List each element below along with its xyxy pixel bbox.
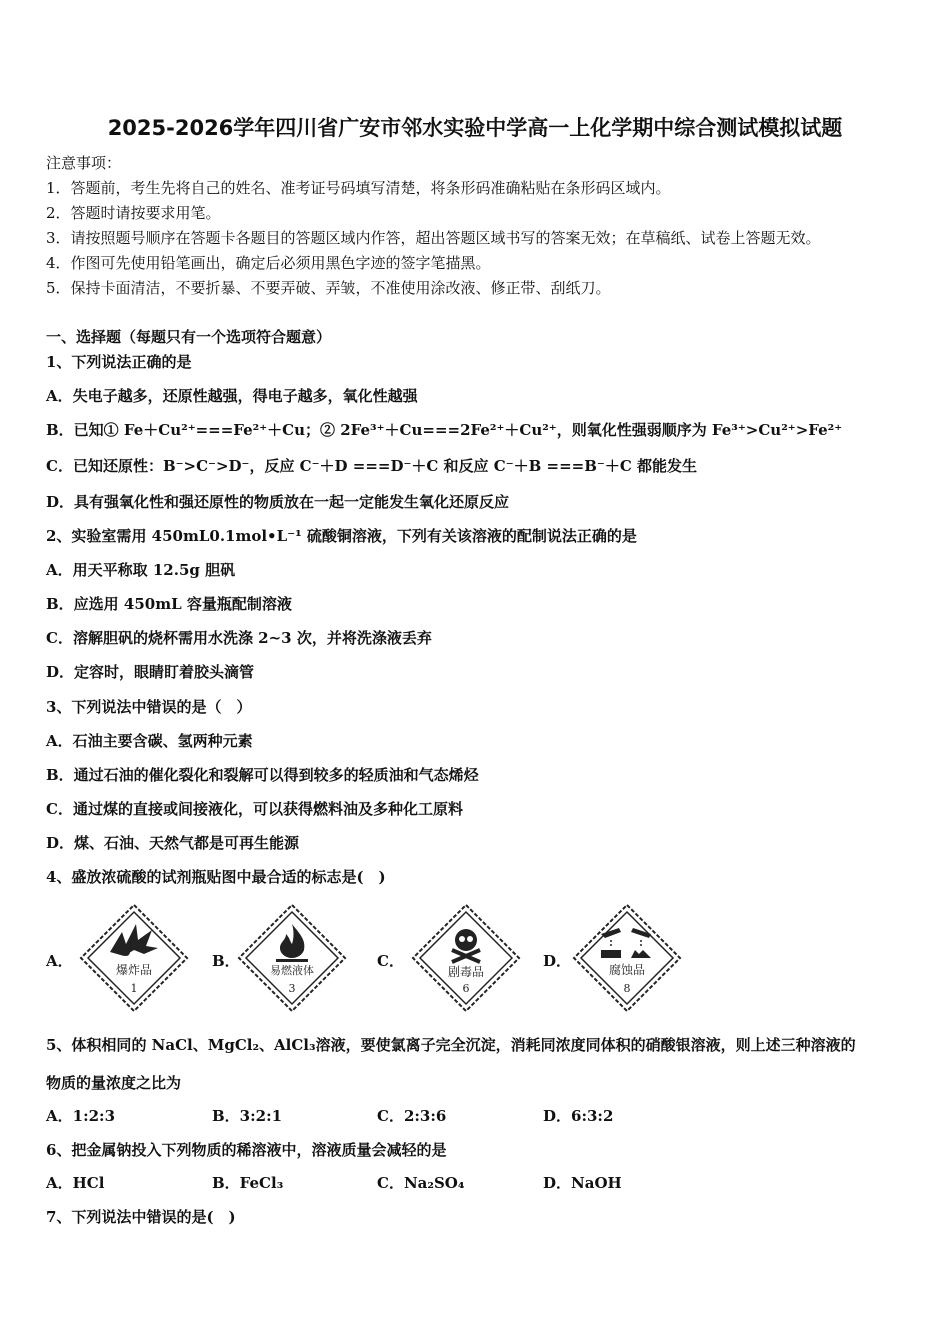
- notice-item: 4．作图可先使用铅笔画出，确定后必须用黑色字迹的签字笔描黑。: [46, 254, 491, 272]
- q2-option-a: A．用天平称取 12.5g 胆矾: [46, 561, 236, 579]
- notice-heading: 注意事项：: [46, 154, 122, 172]
- q2-option-c: C．溶解胆矾的烧杯需用水洗涤 2~3 次，并将洗涤液丢弃: [46, 629, 432, 647]
- hazard-number: 3: [288, 982, 296, 995]
- hazard-symbol-explosive: [78, 902, 190, 1014]
- q6-option-c: C．Na₂SO₄: [377, 1174, 465, 1192]
- q3-option-b: B．通过石油的催化裂化和裂解可以得到较多的轻质油和气态烯烃: [46, 766, 479, 784]
- section-heading: 一、选择题（每题只有一个选项符合题意）: [46, 328, 332, 346]
- q5-option-c: C．2:3:6: [377, 1107, 447, 1125]
- q1-option-a: A．失电子越多，还原性越强，得电子越多，氧化性越强: [46, 387, 418, 405]
- notice-item: 2．答题时请按要求用笔。: [46, 204, 221, 222]
- question-3-stem: 3、下列说法中错误的是（ ）: [46, 698, 252, 716]
- question-7-stem: 7、下列说法中错误的是( ): [46, 1208, 236, 1226]
- q3-option-a: A．石油主要含碳、氢两种元素: [46, 732, 253, 750]
- question-5-stem: 5、体积相同的 NaCl、MgCl₂、AlCl₃溶液，要使氯离子完全沉淀，消耗同浓度同体积的硝酸银溶液，则上述三种溶液的: [46, 1036, 856, 1054]
- notice-item: 5．保持卡面清洁，不要折暴、不要弄破、弄皱，不准使用涂改液、修正带、刮纸刀。: [46, 279, 611, 297]
- hazard-symbol-toxic: [410, 902, 522, 1014]
- hazard-symbol-corrosive: [571, 902, 683, 1014]
- notice-item: 3．请按照题号顺序在答题卡各题目的答题区域内作答，超出答题区域书写的答案无效；在草稿纸、试卷上答题无效。: [46, 229, 821, 247]
- notice-item: 1．答题前，考生先将自己的姓名、准考证号码填写清楚，将条形码准确粘贴在条形码区域内。: [46, 179, 671, 197]
- page-title: 2025-2026学年四川省广安市邻水实验中学高一上化学期中综合测试模拟试题: [107, 116, 843, 140]
- q4-option-letter: C．: [377, 952, 404, 970]
- hazard-number: 6: [462, 982, 470, 995]
- hazard-symbol-flammable: [236, 902, 348, 1014]
- hazard-number: 8: [623, 982, 631, 995]
- hazard-label: 爆炸品: [115, 963, 153, 977]
- question-1-stem: 1、下列说法正确的是: [46, 353, 192, 371]
- q5-option-b: B．3:2:1: [212, 1107, 283, 1125]
- question-6-stem: 6、把金属钠投入下列物质的稀溶液中，溶液质量会减轻的是: [46, 1141, 447, 1159]
- hazard-label: 易燃液体: [270, 964, 314, 977]
- q2-option-d: D．定容时，眼睛盯着胶头滴管: [46, 663, 255, 681]
- hazard-number: 1: [130, 982, 138, 995]
- q1-option-d: D．具有强氧化性和强还原性的物质放在一起一定能发生氧化还原反应: [46, 493, 510, 511]
- q5-option-a: A．1:2:3: [46, 1107, 116, 1125]
- q6-option-d: D．NaOH: [543, 1174, 622, 1192]
- hazard-label: 腐蚀品: [608, 963, 646, 977]
- q4-option-letter: D．: [543, 952, 572, 970]
- question-5-stem-continued: 物质的量浓度之比为: [46, 1074, 182, 1092]
- q3-option-c: C．通过煤的直接或间接液化，可以获得燃料油及多种化工原料: [46, 800, 463, 818]
- q6-option-a: A．HCl: [46, 1174, 105, 1192]
- question-2-stem: 2、实验室需用 450mL0.1mol•L⁻¹ 硫酸铜溶液，下列有关该溶液的配制说法正确的是: [46, 527, 637, 545]
- q4-option-letter: B．: [212, 952, 240, 970]
- question-4-stem: 4、盛放浓硫酸的试剂瓶贴图中最合适的标志是( ): [46, 868, 386, 886]
- hazard-label: 剧毒品: [447, 965, 485, 979]
- q1-option-b: B．已知① Fe＋Cu²⁺===Fe²⁺＋Cu；② 2Fe³⁺＋Cu===2Fe²⁺＋Cu²⁺，则氧化性强弱顺序为 Fe³⁺>Cu²⁺>Fe²⁺: [46, 421, 843, 439]
- q6-option-b: B．FeCl₃: [212, 1174, 284, 1192]
- q2-option-b: B．应选用 450mL 容量瓶配制溶液: [46, 595, 292, 613]
- q3-option-d: D．煤、石油、天然气都是可再生能源: [46, 834, 300, 852]
- q1-option-c: C．已知还原性：B⁻>C⁻>D⁻，反应 C⁻＋D ===D⁻＋C 和反应 C⁻＋B ===B⁻＋C 都能发生: [46, 457, 697, 475]
- q5-option-d: D．6:3:2: [543, 1107, 614, 1125]
- q4-option-letter: A．: [46, 952, 73, 970]
